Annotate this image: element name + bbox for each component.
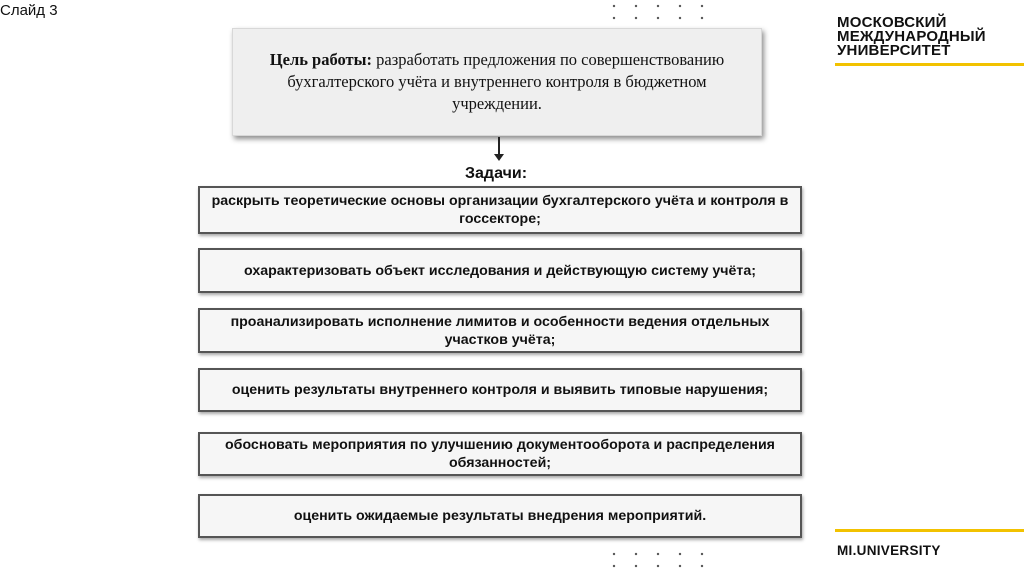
- task-item-2: охарактеризовать объект исследования и действующую систему учёта;: [198, 248, 802, 293]
- accent-line-top: [835, 63, 1024, 66]
- goal-description: разработать предложения по совершенствованию бухгалтерского учёта и внутреннего контроля в бюджетном учреждении.: [287, 50, 725, 113]
- decorative-dots-bottom: [603, 548, 713, 572]
- slide-number-label: Слайд 3: [0, 2, 58, 19]
- arrow-down-icon: [494, 154, 504, 161]
- goal-text: [253, 49, 741, 115]
- task-item-4: оценить результаты внутреннего контроля и выявить типовые нарушения;: [198, 368, 802, 412]
- logo-line-3: УНИВЕРСИТЕТ: [837, 42, 951, 59]
- logo-line-1: МОСКОВСКИЙ: [837, 14, 947, 31]
- task-item-5: обосновать мероприятия по улучшению документооборота и распределения обязанностей;: [198, 432, 802, 476]
- goal-label: Цель работы:: [269, 50, 373, 69]
- task-item-3: проанализировать исполнение лимитов и особенности ведения отдельных участков учёта;: [198, 308, 802, 353]
- goal-box: [232, 28, 762, 136]
- task-item-6: оценить ожидаемые результаты внедрения мероприятий.: [198, 494, 802, 538]
- accent-line-bottom: [835, 529, 1024, 532]
- tasks-heading: Задачи:: [465, 165, 528, 182]
- logo-line-2: МЕЖДУНАРОДНЫЙ: [837, 28, 986, 45]
- university-logo: [837, 16, 986, 58]
- task-item-1: раскрыть теоретические основы организации бухгалтерского учёта и контроля в госсекторе;: [198, 186, 802, 234]
- mi-university-logo: MI.UNIVERSITY: [837, 543, 941, 558]
- arrow-down-line: [498, 137, 500, 155]
- decorative-dots-top: [603, 0, 713, 24]
